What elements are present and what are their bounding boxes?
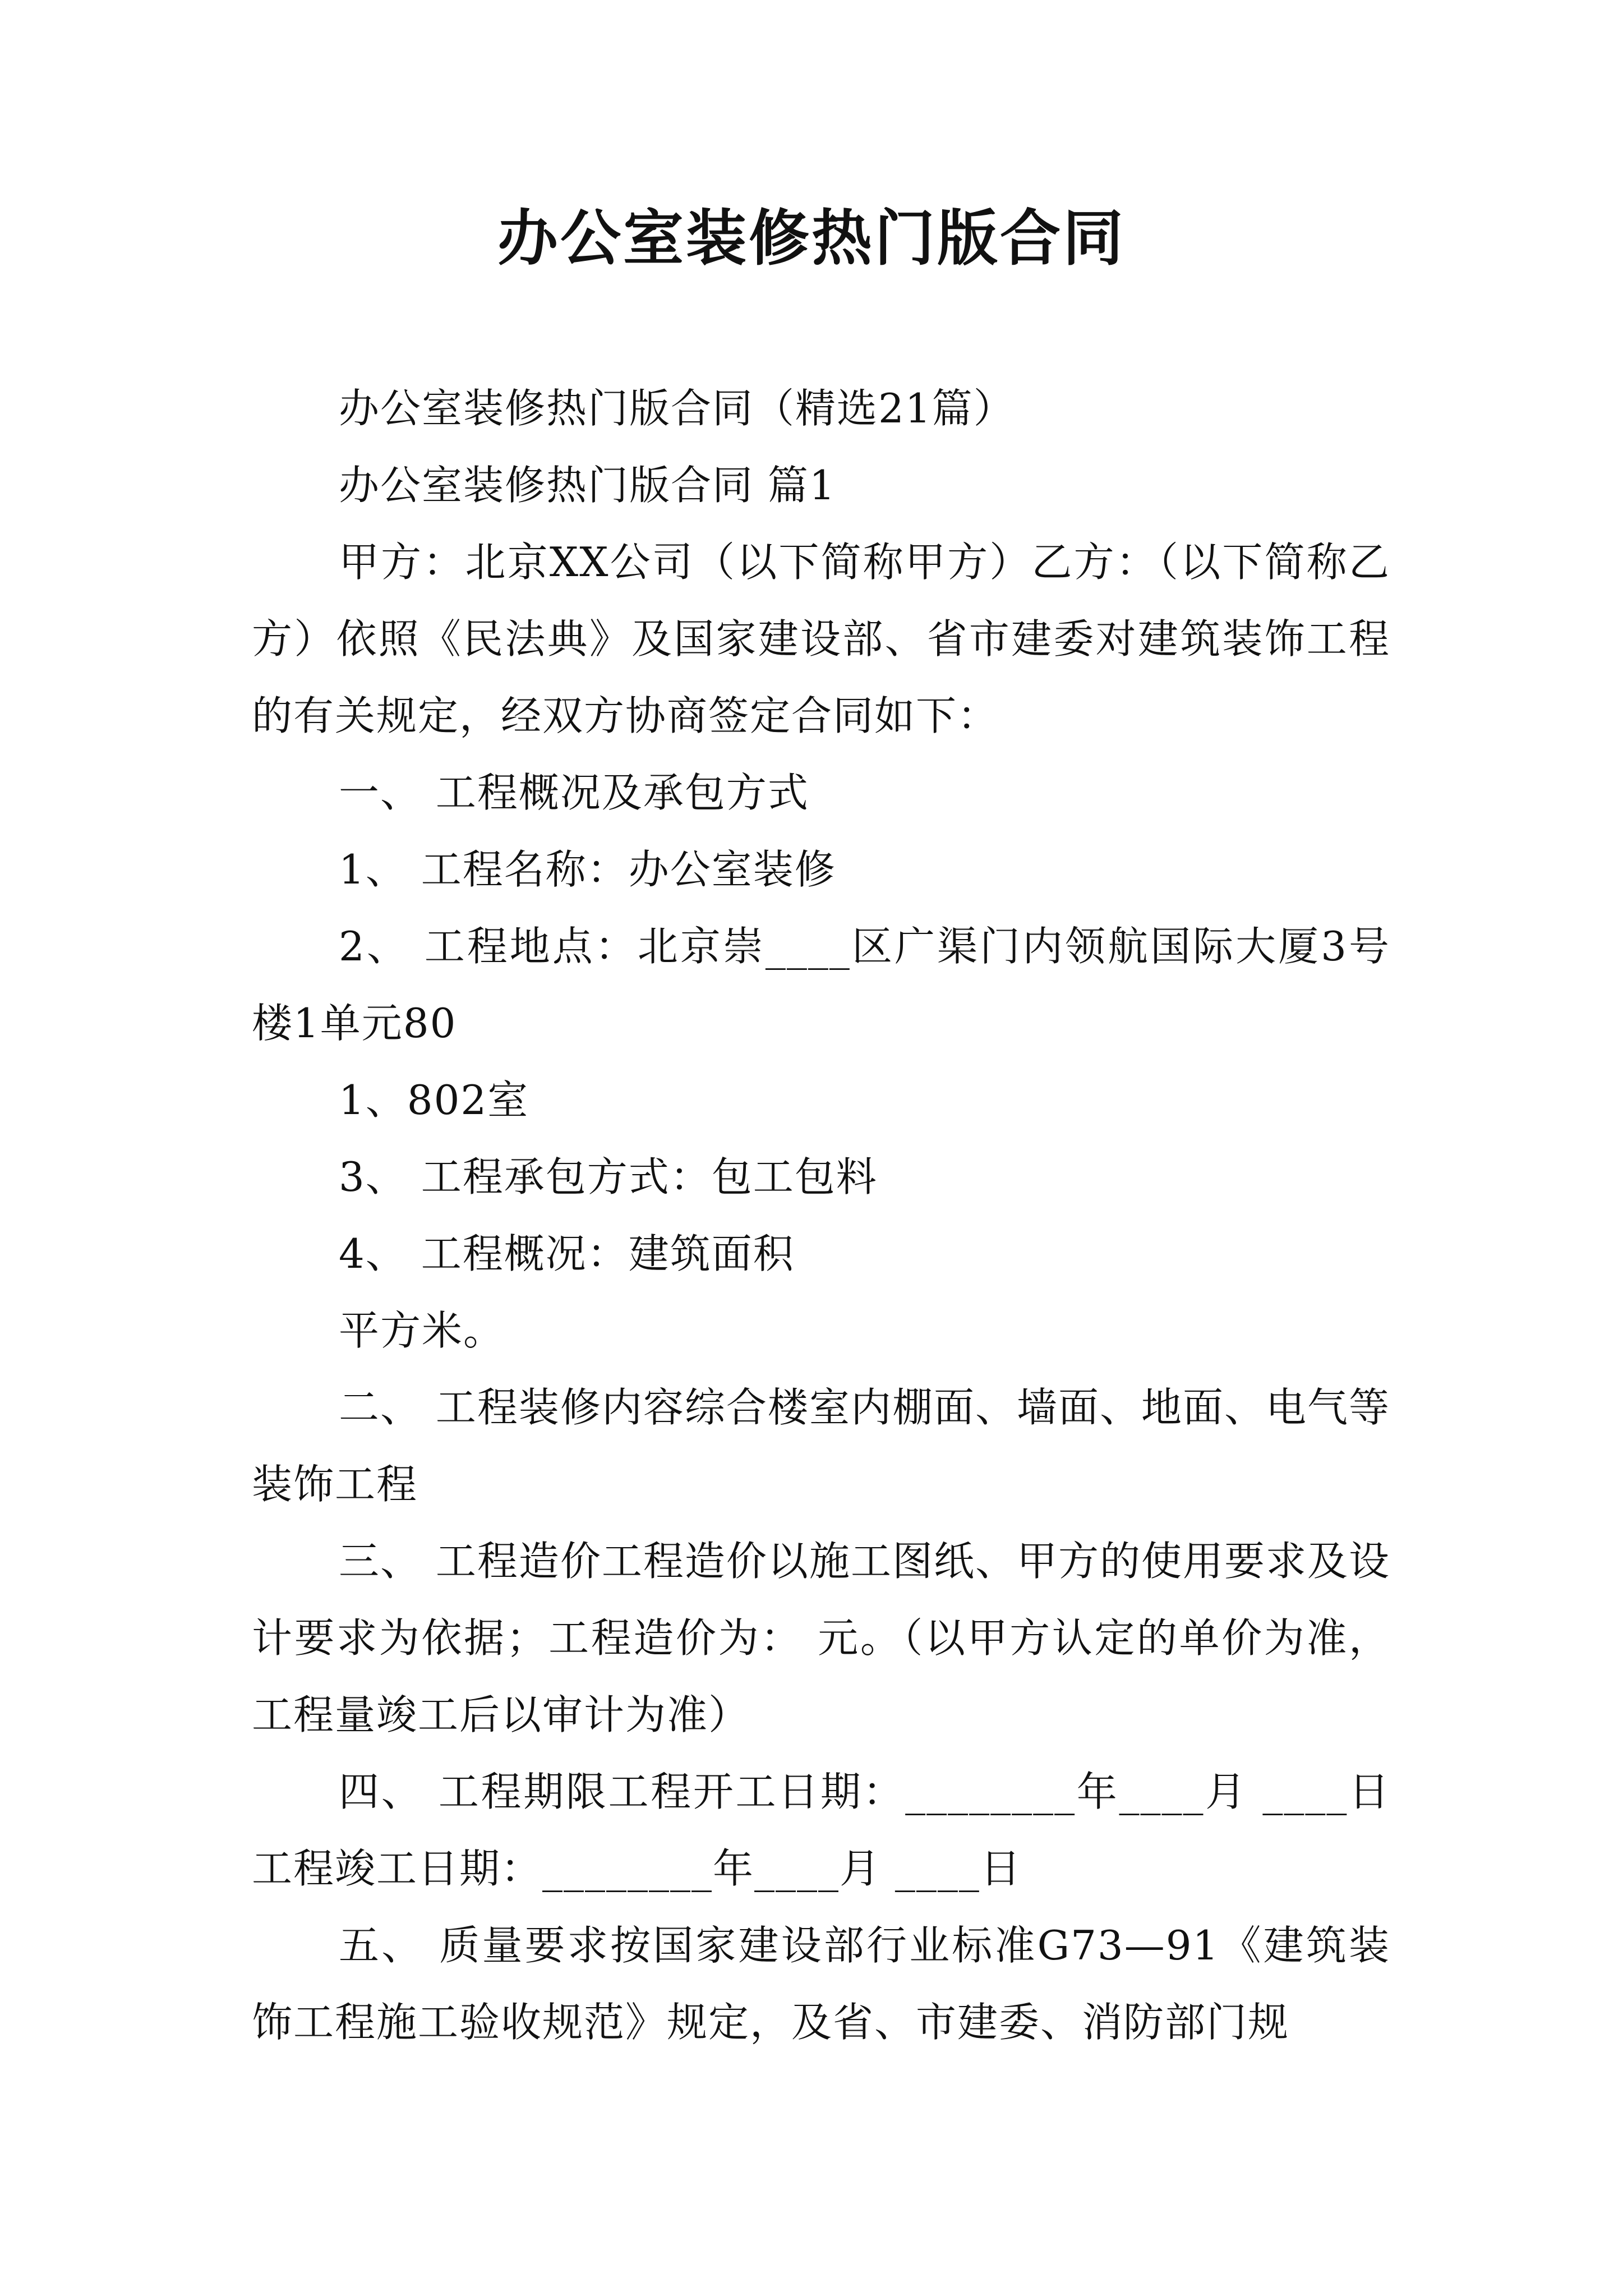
paragraph-section-heading: 办公室装修热门版合同 篇1 (339, 462, 836, 509)
paragraph-project-overview: 4、 工程概况：建筑面积 (339, 1230, 795, 1277)
paragraph-parties: 甲方：北京XX公司（以下简称甲方）乙方：（以下简称乙方）依照《民法典》及国家建设部、省市建委对建筑装饰工程的有关规定，经双方协商签定合同如下： (252, 539, 1390, 739)
paragraph-area-unit: 平方米。 (339, 1307, 505, 1354)
paragraph-room: 1、802室 (339, 1076, 529, 1124)
paragraph-clause-4: 四、 工程期限工程开工日期：________年____月 ____日工程竣工日期：________年____月 ____日 (252, 1768, 1390, 1892)
paragraph-clause-5: 五、 质量要求按国家建设部行业标准G73—91《建筑装饰工程施工验收规范》规定，及省、市建委、消防部门规 (252, 1922, 1390, 2046)
document-title: 办公室装修热门版合同 (497, 203, 1126, 274)
document-body (252, 370, 1390, 2061)
paragraph-project-name: 1、 工程名称：办公室装修 (339, 846, 836, 893)
paragraph-clause-2: 二、 工程装修内容综合楼室内棚面、墙面、地面、电气等装饰工程 (252, 1384, 1390, 1508)
paragraph-subtitle: 办公室装修热门版合同（精选21篇） (339, 385, 1015, 432)
paragraph-clause-1: 一、 工程概况及承包方式 (339, 769, 809, 816)
paragraph-project-location: 2、 工程地点：北京崇____区广渠门内领航国际大厦3号楼1单元80 (252, 923, 1390, 1047)
paragraph-clause-3: 三、 工程造价工程造价以施工图纸、甲方的使用要求及设计要求为依据；工程造价为： 元。（以甲方认定的单价为准，工程量竣工后以审计为准） (252, 1538, 1390, 1738)
paragraph-contract-method: 3、 工程承包方式：包工包料 (339, 1153, 878, 1200)
